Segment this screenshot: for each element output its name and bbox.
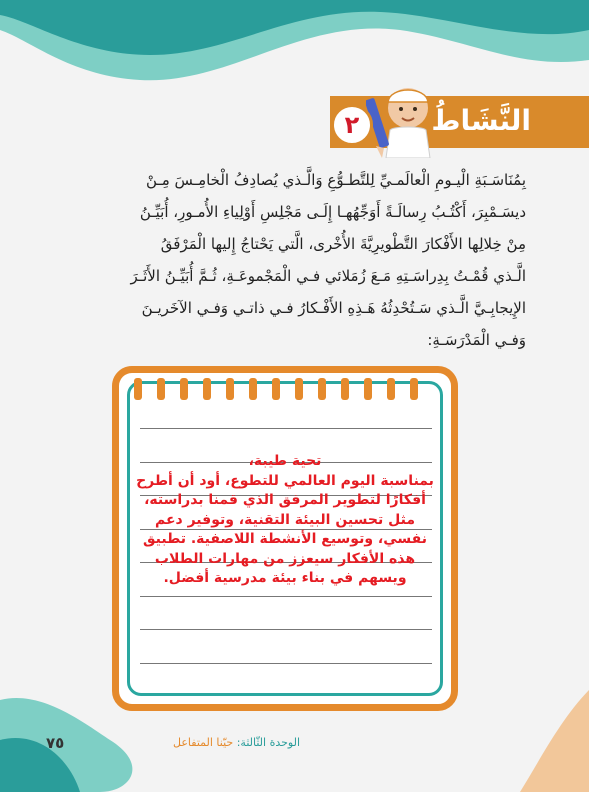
instruction-paragraph [64, 164, 526, 356]
notepad-ring [157, 378, 165, 400]
answer-line: هذه الأفكار سيعزز من مهارات الطلاب [154, 550, 416, 567]
unit-title: حيّنا المتفاعل [173, 736, 234, 749]
answer-line: تحية طيبة، [248, 453, 322, 469]
instruction-line: الَّـذي قُمْـتُ بِدِراسَـتِهِ مَـعَ زُمَلائي فـي الْمَجْموعَـةِ، ثُـمَّ أُبَيِّـنُ الأَثَـرَ [130, 267, 526, 285]
notepad-ring [226, 378, 234, 400]
page-number: ٧٥ [46, 734, 65, 752]
instruction-line: مِنْ خِلالِها الأَفْكارَ التَّطْويرِيَّةَ الأُخْرى، الَّتي يَحْتاجُ إِليها الْمَرْفَقُ [160, 235, 526, 253]
writing-line [140, 629, 432, 630]
instruction-line: وَفـي الْمَدْرَسَـةِ: [427, 331, 526, 349]
instruction-line: الإِيجابِـيَّ الَّـذي سَـتُحْدِثُهُ هَـذِهِ الأَفْـكارُ فـي ذاتـي وَفـي الآخَريـنَ [141, 299, 526, 317]
notepad-ring [249, 378, 257, 400]
footer-unit-label [173, 736, 300, 749]
notepad-ring [203, 378, 211, 400]
activity-title: النَّشَاطُ [431, 104, 531, 137]
answer-line: مثل تحسين البيئة التقنية، وتوفير دعم [155, 511, 415, 528]
notepad-ring [410, 378, 418, 400]
activity-number-badge: ٢ [331, 104, 373, 146]
notepad-ring [134, 378, 142, 400]
answer-line: بمناسبة اليوم العالمي للتطوع، أود أن أطرح [136, 472, 434, 489]
answer-line: ويسهم في بناء بيئة مدرسية أفضل. [163, 570, 407, 586]
notepad-ring [295, 378, 303, 400]
notepad-ring [387, 378, 395, 400]
writing-line [140, 596, 432, 597]
notepad-ring [364, 378, 372, 400]
answer-line: نفسي، وتوسيع الأنشطة اللاصفية. تطبيق [143, 531, 427, 547]
notepad-ring [341, 378, 349, 400]
writing-line [140, 663, 432, 664]
unit-number-label: الوحدة الثّالثة: [236, 736, 300, 749]
handwritten-answer [124, 452, 446, 589]
notepad-ring [272, 378, 280, 400]
instruction-line: ديسَـمْبِرَ، أَكْتُـبُ رِسالَـةً أَوَجِّهُهـا إِلَـى مَجْلِسِ أَوْلِياءِ الأُمـورِ، أُبَيِّـنُ [139, 203, 526, 221]
instruction-line: بِمُنَاسَـبَةِ الْيـومِ الْعالَمـيِّ لِلتَّطـوُّعِ وَالَّـذي يُصادِفُ الْخامِـسَ مِـنْ [145, 171, 526, 189]
answer-line: أفكارًا لتطوير المرفق الذي قمنا بدراسته، [144, 492, 426, 508]
writing-line [140, 428, 432, 429]
notepad-ring [318, 378, 326, 400]
notepad-ring [180, 378, 188, 400]
